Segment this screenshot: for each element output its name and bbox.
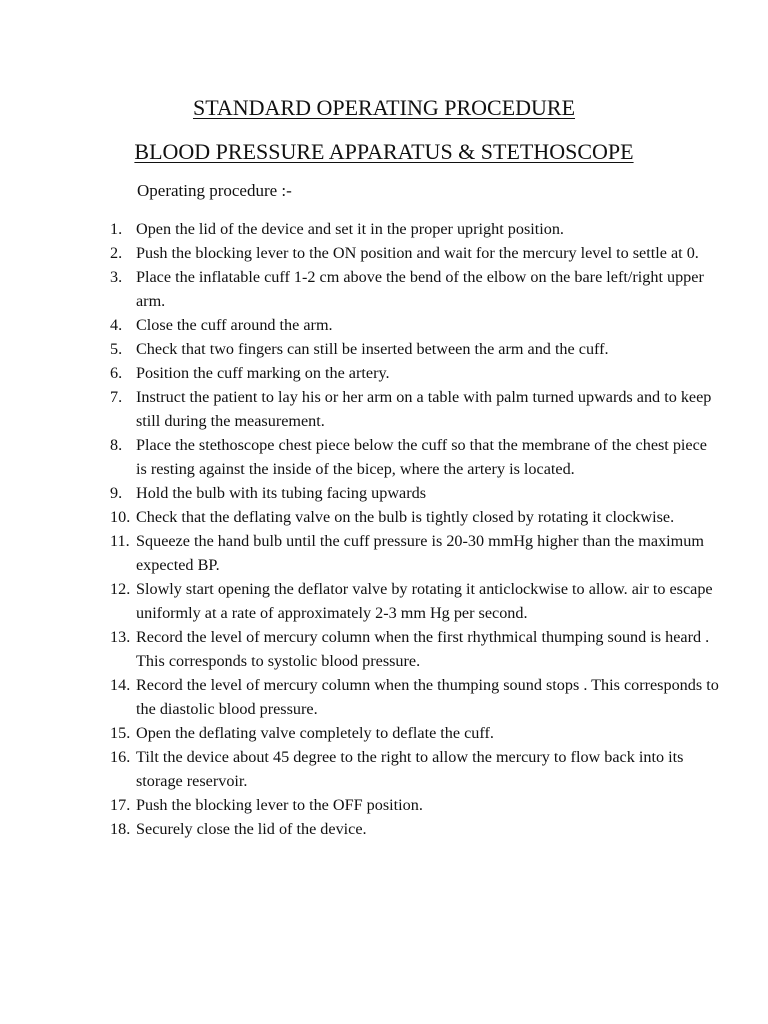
step-number: 18. [110,820,131,838]
procedure-step [110,241,720,265]
step-number: 5. [110,340,123,358]
procedure-step [110,505,720,529]
procedure-step [110,433,720,481]
step-text: Place the stethoscope chest piece below the cuff so that the membrane of the chest piece is resting against the inside of the bicep, where the artery is located. [136,436,707,478]
procedure-step [110,625,720,673]
procedure-step [110,673,720,721]
step-text: Push the blocking lever to the OFF position. [136,796,423,814]
step-text: Push the blocking lever to the ON position and wait for the mercury level to settle at 0. [136,244,699,262]
step-text: Open the deflating valve completely to deflate the cuff. [136,724,494,742]
procedure-step [110,337,720,361]
procedure-step [110,481,720,505]
step-text: Position the cuff marking on the artery. [136,364,390,382]
step-number: 3. [110,268,123,286]
step-text: Instruct the patient to lay his or her arm on a table with palm turned upwards and to keep still during the measurement. [136,388,712,430]
procedure-steps-list [110,217,720,841]
step-number: 14. [110,676,131,694]
step-number: 9. [110,484,123,502]
procedure-step [110,817,720,841]
section-heading: Operating procedure :- [137,181,292,200]
step-number: 15. [110,724,131,742]
step-number: 10. [110,508,131,526]
step-number: 16. [110,748,131,766]
step-number: 12. [110,580,131,598]
procedure-step [110,577,720,625]
page-title: STANDARD OPERATING PROCEDURE [192,95,576,120]
step-text: Open the lid of the device and set it in the proper upright position. [136,220,564,238]
step-text: Check that the deflating valve on the bulb is tightly closed by rotating it clockwise. [136,508,675,526]
page-subtitle: BLOOD PRESSURE APPARATUS & STETHOSCOPE [134,139,634,164]
procedure-step [110,721,720,745]
step-number: 4. [110,316,123,334]
step-number: 6. [110,364,123,382]
step-text: Check that two fingers can still be inserted between the arm and the cuff. [136,340,609,358]
step-number: 7. [110,388,123,406]
step-text: Securely close the lid of the device. [136,820,367,838]
procedure-step [110,745,720,793]
step-text: Squeeze the hand bulb until the cuff pressure is 20-30 mmHg higher than the maximum expected BP. [136,532,704,574]
step-text: Slowly start opening the deflator valve by rotating it anticlockwise to allow. air to escape uniformly at a rate of approximately 2-3 mm Hg per second. [136,580,713,622]
step-text: Record the level of mercury column when the first rhythmical thumping sound is heard . This corresponds to systolic blood pressure. [136,628,710,670]
procedure-step [110,361,720,385]
procedure-step [110,217,720,241]
procedure-step [110,313,720,337]
step-number: 8. [110,436,123,454]
step-text: Close the cuff around the arm. [136,316,333,334]
procedure-step [110,793,720,817]
procedure-step [110,529,720,577]
step-number: 2. [110,244,123,262]
step-text: Tilt the device about 45 degree to the right to allow the mercury to flow back into its storage reservoir. [136,748,684,790]
procedure-step [110,265,720,313]
procedure-step [110,385,720,433]
step-number: 17. [110,796,131,814]
step-number: 1. [110,220,123,238]
step-number: 13. [110,628,131,646]
step-text: Hold the bulb with its tubing facing upwards [136,484,426,502]
step-number: 11. [110,532,130,550]
step-text: Place the inflatable cuff 1-2 cm above the bend of the elbow on the bare left/right upper arm. [136,268,704,310]
step-text: Record the level of mercury column when the thumping sound stops . This corresponds to the diastolic blood pressure. [136,676,719,718]
